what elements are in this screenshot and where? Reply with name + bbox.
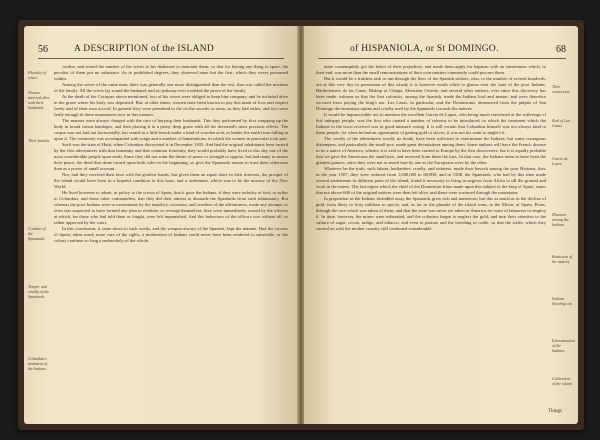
left-running-header: A DESCRIPTION of the ISLAND	[74, 44, 215, 54]
right-body-text	[316, 64, 546, 232]
right-page-number: 68	[556, 44, 566, 55]
paragraph: It would be impracticable not to mention the excellent Garcia de Lopez, who being much concerned at the sufferings of this unhappy people, was the first who caused a number of reforms to be introduced, to which the treatment which the Indians in the town received was in good measure owing. It is still certain that Columbus himself was not always kind to these people; for when he had an opportunity of getting gold or slaves, it was not his wont to neglect it.	[316, 112, 546, 135]
paragraph: cordier, and seised the number of his wives to his dishonest to maintain them; so that for having any thing to spare, the peculiar of them put no substance. As to prohibited degrees, they observed none but the first, which they never presumed within.	[54, 64, 288, 81]
left-margin-note: Women interred alive with their husbands.	[28, 90, 50, 110]
right-running-header: of HISPANIOLA, or St DOMINGO.	[350, 44, 499, 54]
left-margin-note: Columbus's treatment of the Indians.	[28, 356, 48, 371]
paragraph: He lived however to admit, in policy to the crown of Spain, that it gave the Indians, if they were unlucky at first, to suffer to Columbus, and those other commanders, that they did their utmost to dissuade the Spaniards from such inhumanity. But whereas the poor Indians were to exterminate by the impolicy, extortion, and cruelties of the adventurers, made any attempt, or even was suspected to have formed any plan to retaliate, or revenge themselves, they were immediately roused by the officers at which, for those who had told them or fought, were left impunished. And this behaviour of the officers was without all, or rather approved by the court.	[54, 190, 288, 225]
left-page-number: 56	[38, 44, 48, 55]
right-margin-note: Zeal of Las Casas.	[552, 118, 571, 128]
paragraph: But it would be a fruitless task to run through the lives of the Spanish settlers, who, to the number of several hundreds, are at this very day in possession of this island; it is however worth while to glance over the state of the poor Indians. Bartholomew de las Casas, Bishop of Chiapa, Monsieur Oviedo, and several other authors, ever since this discovery has been made, informs us that the first colonists, among the Spanish, made the Indians lord and master, and were therefore excused from paying the king's tax. Las Casas, in particular, and the Dominicans, denounced from the pulpits of San Domingo the enormous rapine and cruelty used by the Spaniards towards the natives.	[316, 76, 546, 111]
paragraph: Among the wives of the same man, there was generally one more distinguished than the rest, that was called the mistress of the family. All the wives lay round the husband, and no jealousy ever troubled the peace of the family.	[54, 82, 288, 93]
left-margin-note: Plurality of wives.	[28, 70, 47, 80]
paragraph: Nor, had they received their laws with the gentlest hands, but given them an equal share in their interests, the prosper of the island would have been in a hopeful condition to this hour; and a settlement, which was to be the nursery of the New World.	[54, 172, 288, 189]
left-margin-note: Conduct of the Spaniards.	[28, 226, 46, 241]
right-margin-note: Their conversion.	[552, 84, 571, 94]
catchword: Things	[548, 409, 562, 414]
open-book	[18, 20, 584, 430]
paragraph: In proportion as the Indians dwindled away the Spaniards grew rich and numerous; but this as much as in the decline of gold, from thirty to forty millions in specie, and, as far as the plunder of the island went, to the Moors of Spain. Pious, through the care which was taken of them, and that the state was never yet taken in America for want of labourers to employ it. In time, however, the mines were exhausted, and the colonists began to neglect the gold, and turn their attention to the culture of sugar, cocoa, indigo, and tobacco, and even to pasture and the breeding of cattle; so that the traffic which they carried on with the mother country still continued considerable.	[316, 196, 546, 231]
paragraph: Such was the state of Haiti, when Columbus discovered it in December 1492. And had the original inhabitants been treated by the first adventurers with that humanity and that common fraternity, they would probably have lived to this day one of the most considerable people upon earth. Since they did not want the desire of peace or strength to oppose, but had many to assure their peace, the deed thus done turned upon both sides in the beginning, so give the Spaniards reason to trust them otherwise than as a power of small account.	[54, 142, 288, 171]
left-header-rule	[38, 58, 284, 59]
left-page	[24, 26, 298, 424]
right-margin-note: Diseases among the Indians.	[552, 212, 569, 227]
left-body-text	[54, 64, 288, 244]
paragraph: Whatever be the truth, such labour, barbarities, cruelty, and sickness, made their havock among the poor Haitians, that, in the year 1507, they were reduced from 1,000,000 to 60,000; and in 1508, the Spaniards, who had by this time made several settlements in different parts of the island, found it necessary to bring in negroes from Africa to till the ground and work in the mines. The last report which the chief of the Dominican friars made upon this subject to the king of Spain, states that not above 600 of the original natives were then left alive, and these were scattered through the mountains.	[316, 166, 546, 195]
right-header-rule	[318, 58, 566, 59]
paragraph: The cruelty of the adventurers would, no doubt, have been sufficient to exterminate the Indians; but some contagious distempers, and particularly the small-pox, made great devastations among them. Some authors will have the French disease to be a native of America, whence it is said to have been carried to Europe by the first discoverers; but it is equally probable that we gave the Americans the small-pox, and received from them the lues. In that case, the Indians seem to have been the greatest gainers, since they were not so much hurt by one as the Europeans were by the other.	[316, 136, 546, 165]
left-margin-note: Their burials.	[28, 138, 51, 143]
paragraph: In this conclusion, it came down to such words, and the weapon always of the Spanish, kept the manner. Had the crowns of Spain, taken much more care of the rights, a moderation of Indians could never have been rendered so miserable, or the colony continue so long a melancholy of the whole.	[54, 226, 288, 243]
right-margin-note: Cultivation of the island.	[552, 376, 573, 386]
right-page	[304, 26, 578, 424]
paragraph: The manner were always charged with the care of burying their husbands. This they performed by first wrapping up the body in broad cotton bandages, and then placing it in a pretty deep grave with all the deceased's most precious effects. The corpse was not laid out horizontally, but seated in a little bench under a kind of wooden arch, to hinder the earth from falling in upon it. The ceremony was accompanied with songs and a number of lamentations, in which the women in particular took part.	[54, 118, 288, 141]
right-margin-note: Extermination of the Indians.	[552, 338, 575, 353]
paragraph: At the death of the Caciques above mentioned, two of his wives were obliged to keep him company, and be included alive in the grave where his body was deposited. But, at other times, women have been known to pay this mark of love and respect freely and of their own accord. In general they were permitted to die on the swords or away, as they had rather, and two were fairly enough in these monuments now in this manner.	[54, 94, 288, 117]
left-margin-note: Temper and cruelty of the Spaniards.	[28, 284, 50, 299]
right-margin-note: Garcia de Lopez.	[552, 156, 568, 166]
right-margin-note: Reduction of the natives.	[552, 254, 573, 264]
right-margin-note: Indians bleeding out.	[552, 296, 573, 306]
paragraph: more contemptibly got the better of their prejudices, and made them apply for baptism with an earnestness which, to their end, was more than the small remonstrations of their own masters commonly could procure them.	[316, 64, 546, 75]
